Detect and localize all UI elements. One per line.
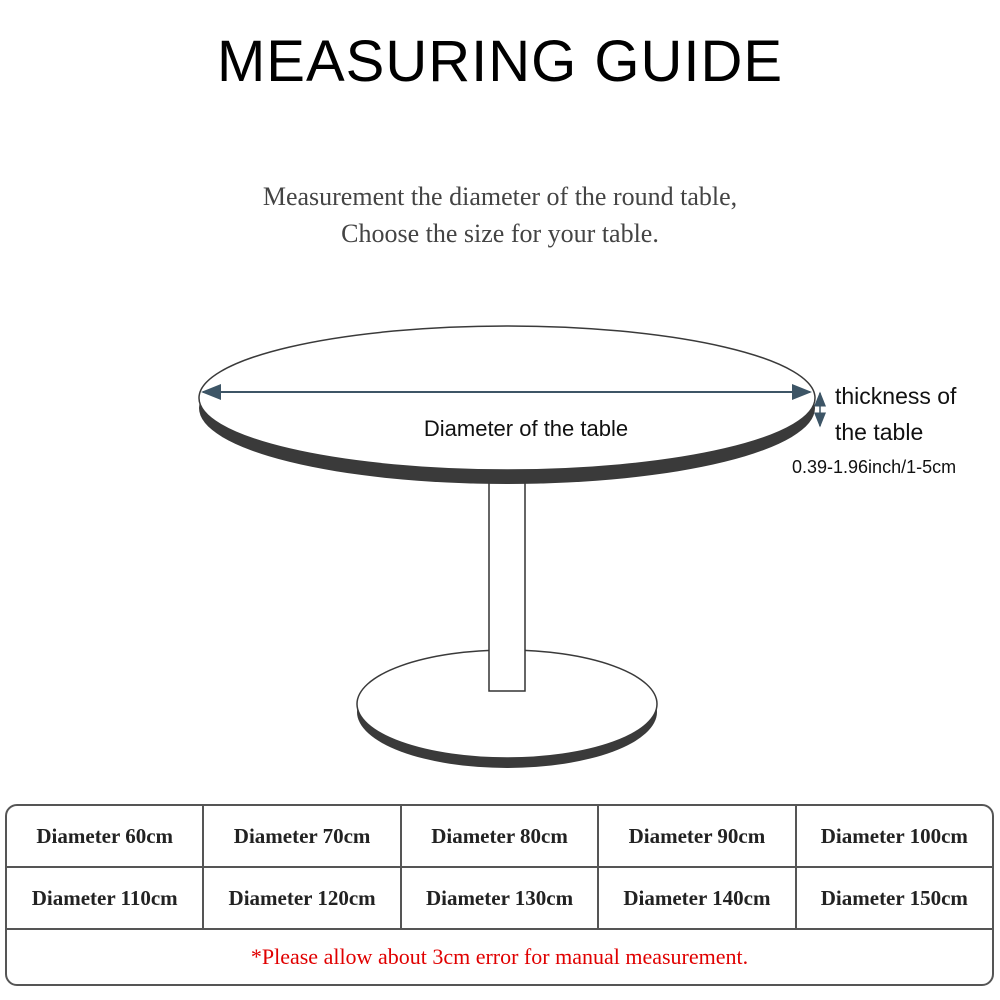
size-cell: Diameter 60cm (7, 806, 204, 866)
thickness-label-line-1: thickness of (835, 383, 957, 409)
size-row-2 (7, 868, 992, 930)
size-cell: Diameter 120cm (204, 868, 401, 928)
size-cell: Diameter 150cm (820, 885, 968, 910)
size-cell: Diameter 90cm (599, 806, 796, 866)
diameter-label: Diameter of the table (423, 416, 629, 441)
size-cell: Diameter 100cm (820, 823, 968, 848)
page-title: MEASURING GUIDE (216, 29, 784, 94)
size-row-1 (7, 806, 992, 868)
thickness-label-line-2: the table (835, 419, 924, 445)
size-cell: Diameter 110cm (7, 868, 204, 928)
size-cell: Diameter 140cm (599, 868, 796, 928)
table-pole (489, 476, 525, 691)
size-cell: Diameter 130cm (402, 868, 599, 928)
size-cell: Diameter 80cm (402, 806, 599, 866)
table-top (199, 326, 815, 484)
size-cell: Diameter 70cm (204, 806, 401, 866)
measurement-note: *Please allow about 3cm error for manual measurement. (250, 944, 749, 969)
subtitle-line-2: Choose the size for your table. (341, 219, 659, 248)
size-table (5, 804, 994, 986)
subtitle-line-1: Measurement the diameter of the round table, (262, 182, 738, 211)
thickness-range-label: 0.39-1.96inch/1-5cm (792, 457, 957, 477)
